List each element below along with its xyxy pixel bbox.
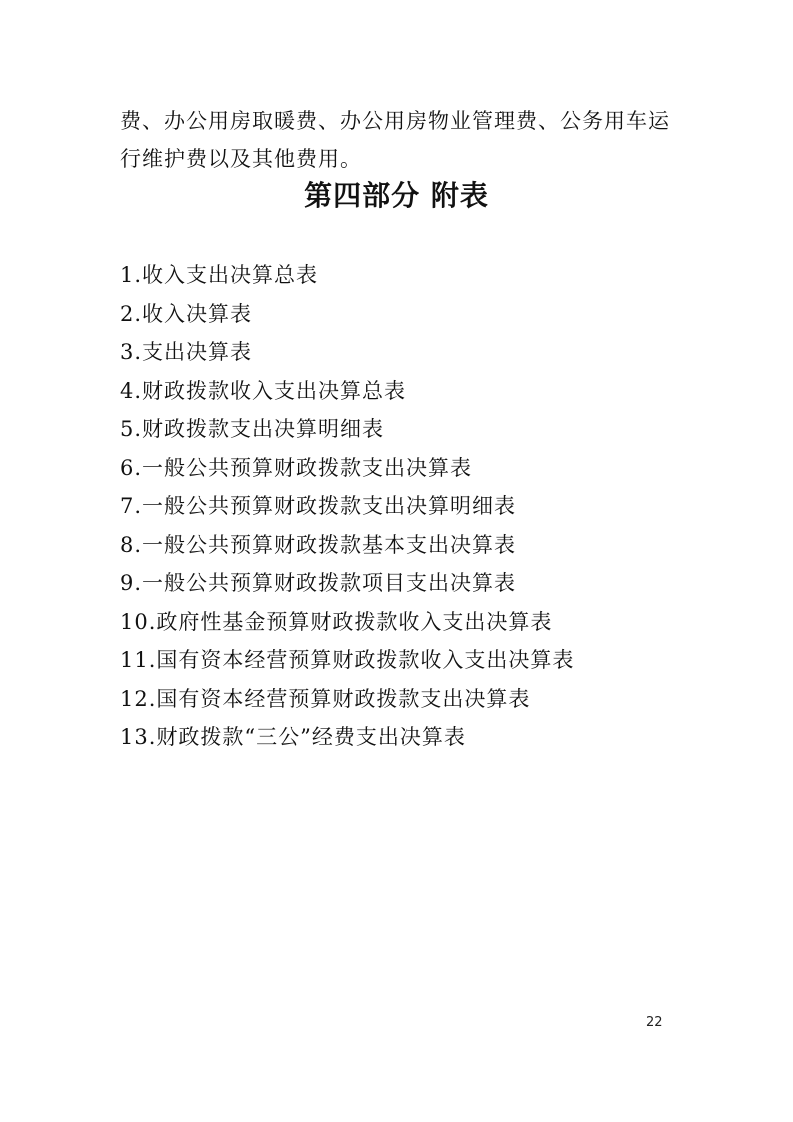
appendix-item: 8.一般公共预算财政拨款基本支出决算表 xyxy=(120,532,517,557)
page-number: 22 xyxy=(646,1015,663,1030)
appendix-item: 10.政府性基金预算财政拨款收入支出决算表 xyxy=(120,609,553,634)
appendix-item: 1.收入支出决算总表 xyxy=(120,263,319,287)
appendix-item: 3.支出决算表 xyxy=(120,340,253,364)
appendix-item: 6.一般公共预算财政拨款支出决算表 xyxy=(120,455,473,480)
appendix-item: 4.财政拨款收入支出决算总表 xyxy=(120,378,407,403)
section-title: 第四部分 附表 xyxy=(304,179,489,212)
appendix-item: 13.财政拨款“三公”经费支出决算表 xyxy=(120,725,466,749)
appendix-item: 9.一般公共预算财政拨款项目支出决算表 xyxy=(120,571,517,595)
appendix-item: 5.财政拨款支出决算明细表 xyxy=(120,417,385,441)
body-text-line: 行维护费以及其他费用。 xyxy=(120,147,362,171)
appendix-item: 12.国有资本经营预算财政拨款支出决算表 xyxy=(120,686,531,711)
appendix-item: 7.一般公共预算财政拨款支出决算明细表 xyxy=(120,494,517,518)
appendix-item: 11.国有资本经营预算财政拨款收入支出决算表 xyxy=(120,648,575,672)
appendix-item: 2.收入决算表 xyxy=(120,301,253,326)
appendix-list xyxy=(120,256,680,757)
body-text-line: 费、办公用房取暖费、办公用房物业管理费、公务用车运 xyxy=(120,109,670,133)
